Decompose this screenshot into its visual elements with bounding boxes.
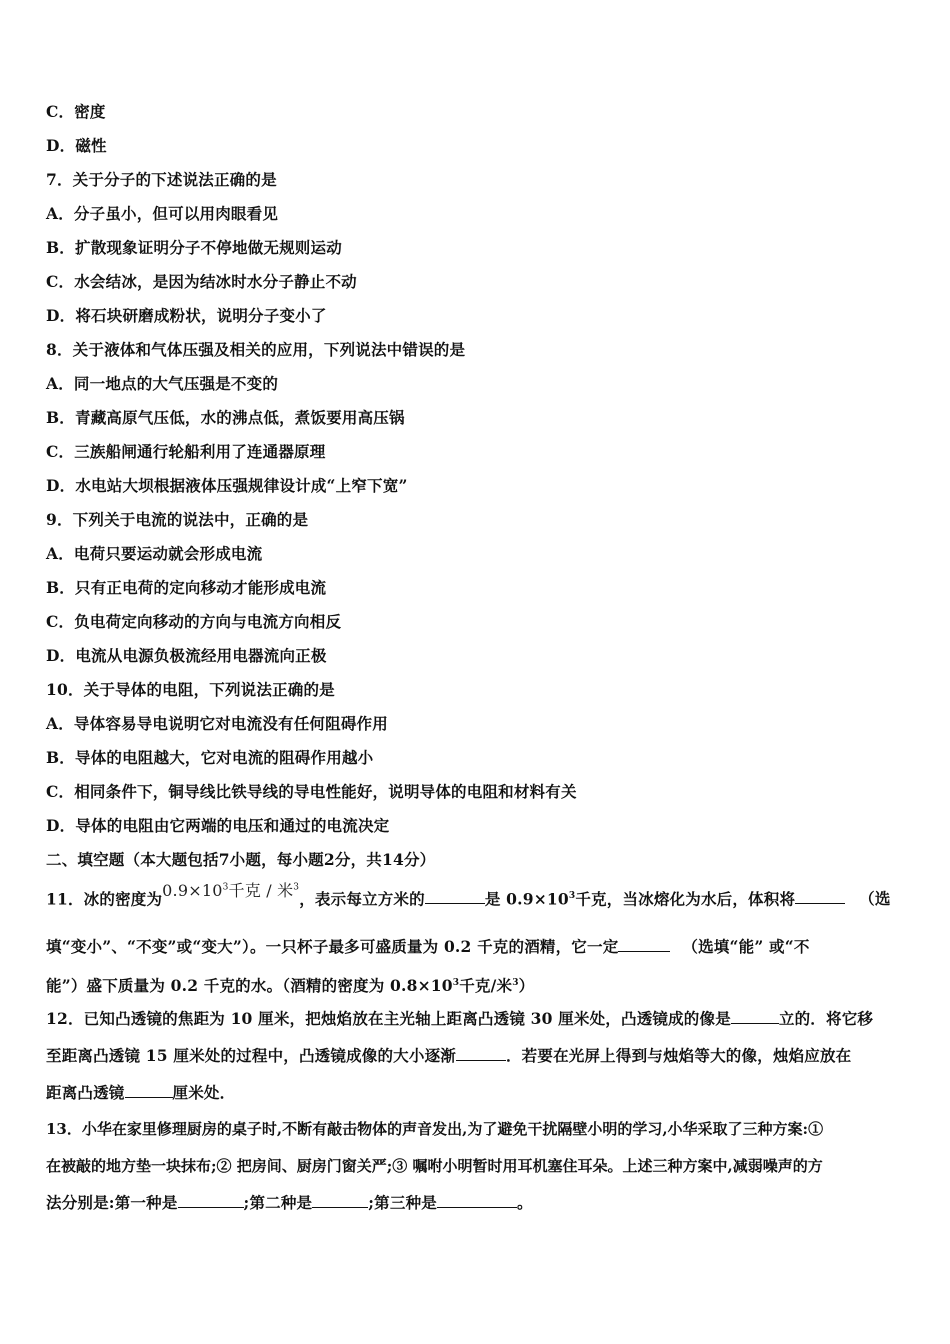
q10-option-d: D．导体的电阻由它两端的电压和通过的电流决定 <box>46 816 390 835</box>
q13-text-1: 法分别是:第一种是 <box>46 1193 178 1212</box>
q12-text-6: 厘米处． <box>172 1083 236 1102</box>
q11-text-2: ，表示每立方米的 <box>299 889 425 909</box>
q13-line-2: 在被敲的地方垫一块抹布;② 把房间、厨房门窗关严;③ 嘱咐小明暂时用耳机塞住耳朵。上述三种方案中,减弱噪声的方 <box>46 1157 823 1175</box>
q12-text-5: 距离凸透镜 <box>46 1083 125 1102</box>
q6-option-c: C．密度 <box>46 102 106 121</box>
q12-line-2 <box>46 1046 851 1066</box>
q11-blank-1[interactable] <box>425 889 485 904</box>
q13-text-4: 。 <box>517 1193 533 1212</box>
q7-stem: 7．关于分子的下述说法正确的是 <box>46 170 277 189</box>
q10-option-c: C．相同条件下，铜导线比铁导线的导电性能好，说明导体的电阻和材料有关 <box>46 782 577 801</box>
q8-option-c: C．三族船闸通行轮船利用了连通器原理 <box>46 442 326 461</box>
q11-line-1: 11．冰的密度为$0.9\times 10^3$千克 / 米$^3$，表示每立方米的 是 $0.9\times 10^3$千克，当冰熔化为水后，体积将 （选 <box>46 881 891 909</box>
q13-line-1: 13．小华在家里修理厨房的桌子时,不断有敲击物体的声音发出,为了避免干扰隔壁小明的学习,小华采取了三种方案:① <box>46 1120 824 1138</box>
q9-option-b: B．只有正电荷的定向移动才能形成电流 <box>46 578 327 597</box>
q9-option-c: C．负电荷定向移动的方向与电流方向相反 <box>46 612 342 631</box>
q11-text-6: 填“变小”、“不变”或“变大”）。一只杯子最多可盛质量为 0.2 千克的酒精，它一定 <box>46 937 619 956</box>
q11-text-3: 是 0.9×10 <box>484 889 569 909</box>
q13-blank-1[interactable] <box>178 1193 244 1208</box>
q11-text-4: 千克，当冰熔化为水后，体积将 <box>575 889 796 909</box>
q11-line-3: 能”）盛下质量为 0.2 千克的水。（酒精的密度为 $0.8\times 10^3$千克/米$^3$） <box>46 976 535 996</box>
q11-text-5: （选 <box>859 889 891 909</box>
q10-stem: 10．关于导体的电阻，下列说法正确的是 <box>46 680 335 699</box>
q12-line-3 <box>46 1083 235 1103</box>
q13-line-3 <box>46 1193 533 1213</box>
q12-text-1: 12．已知凸透镜的焦距为 10 厘米，把烛焰放在主光轴上距离凸透镜 30 厘米处，凸透镜成的像是 <box>46 1009 731 1028</box>
q6-option-d: D．磁性 <box>46 136 107 155</box>
q12-blank-2[interactable] <box>456 1046 506 1061</box>
q9-option-a: A．电荷只要运动就会形成电流 <box>46 544 263 563</box>
q8-option-a: A．同一地点的大气压强是不变的 <box>46 374 279 393</box>
q13-blank-2[interactable] <box>312 1193 368 1208</box>
q8-option-d: D．水电站大坝根据液体压强规律设计成“上窄下宽” <box>46 476 408 495</box>
q13-text-2: ;第二种是 <box>243 1193 313 1212</box>
q12-blank-1[interactable] <box>731 1009 779 1024</box>
q13-text-3: ;第三种是 <box>368 1193 437 1212</box>
q7-option-c: C．水会结冰，是因为结冰时水分子静止不动 <box>46 272 357 291</box>
section-heading-fill-in: 二、填空题（本大题包括7小题，每小题2分，共14分） <box>46 850 436 869</box>
q11-density-formula: $0.9\times 10^3$千克 / 米$^3$ <box>162 881 300 901</box>
q11-text-7: （选填“能” 或“不 <box>682 937 810 956</box>
q12-line-1 <box>46 1009 873 1029</box>
q7-option-a: A．分子虽小，但可以用肉眼看见 <box>46 204 279 223</box>
q11-text-1: 11．冰的密度为 <box>46 889 163 909</box>
q8-option-b: B．青藏高原气压低，水的沸点低，煮饭要用高压锅 <box>46 408 405 427</box>
q11-blank-2[interactable] <box>795 889 845 904</box>
q8-stem: 8．关于液体和气体压强及相关的应用，下列说法中错误的是 <box>46 340 466 359</box>
q7-option-b: B．扩散现象证明分子不停地做无规则运动 <box>46 238 342 257</box>
q11-line-2 <box>46 937 810 957</box>
q11-blank-3[interactable] <box>618 937 670 952</box>
q9-stem: 9．下列关于电流的说法中，正确的是 <box>46 510 309 529</box>
q12-text-4: ．若要在光屏上得到与烛焰等大的像，烛焰应放在 <box>505 1046 852 1065</box>
q13-blank-3[interactable] <box>437 1193 517 1208</box>
q12-text-2: 立的．将它移 <box>778 1009 874 1028</box>
q9-option-d: D．电流从电源负极流经用电器流向正极 <box>46 646 327 665</box>
q7-option-d: D．将石块研磨成粉状，说明分子变小了 <box>46 306 327 325</box>
q10-option-a: A．导体容易导电说明它对电流没有任何阻碍作用 <box>46 714 388 733</box>
q11-text-8: 能”）盛下质量为 0.2 千克的水。（酒精的密度为 0.8×10 <box>46 976 453 996</box>
q11-text-9: 千克/米 <box>459 976 513 996</box>
q12-text-3: 至距离凸透镜 15 厘米处的过程中，凸透镜成像的大小逐渐 <box>46 1046 456 1065</box>
q12-blank-3[interactable] <box>125 1083 173 1098</box>
q10-option-b: B．导体的电阻越大，它对电流的阻碍作用越小 <box>46 748 374 767</box>
